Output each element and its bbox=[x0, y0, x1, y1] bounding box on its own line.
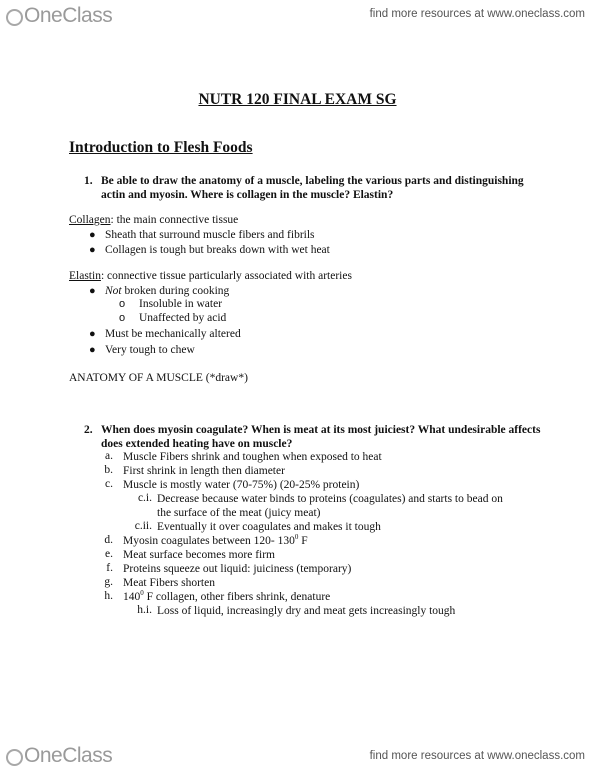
list-item-text: broken during cooking bbox=[121, 285, 230, 297]
logo-text: OneClass bbox=[24, 744, 113, 767]
list-label: e. bbox=[105, 548, 113, 560]
list-label: c.ii. bbox=[134, 520, 152, 532]
list-item: Muscle is mostly water (70-75%) (20-25% protein) bbox=[123, 479, 360, 491]
list-item: Collagen is tough but breaks down with wet heat bbox=[105, 244, 330, 256]
list-item: Must be mechanically altered bbox=[105, 328, 241, 340]
sub-list-item: Insoluble in water bbox=[139, 298, 223, 310]
sub-bullet-icon: o bbox=[119, 298, 126, 310]
logo-o-icon bbox=[6, 9, 23, 26]
list-item-text: 140 bbox=[123, 591, 141, 603]
degree-superscript: 0 bbox=[140, 589, 144, 598]
list-item-text: F bbox=[298, 535, 308, 547]
sub-bullet-icon: o bbox=[119, 312, 126, 324]
list-item: First shrink in length then diameter bbox=[123, 465, 285, 477]
section-heading: Introduction to Flesh Foods bbox=[69, 139, 253, 156]
list-item bbox=[105, 284, 229, 298]
header-resources-link[interactable]: find more resources at www.oneclass.com bbox=[369, 8, 585, 20]
list-label: b. bbox=[104, 464, 113, 476]
collagen-definition bbox=[69, 213, 238, 227]
question-number: 1. bbox=[84, 175, 93, 187]
footer-resources-link[interactable]: find more resources at www.oneclass.com bbox=[369, 750, 585, 762]
logo-o-icon bbox=[6, 749, 23, 766]
question-text: Be able to draw the anatomy of a muscle, labeling the various parts and distinguishing actin and myosin. Where is collagen in the muscle? Elastin? bbox=[101, 175, 524, 201]
list-item bbox=[123, 534, 308, 548]
list-label: a. bbox=[105, 450, 113, 462]
document-title: NUTR 120 FINAL EXAM SG bbox=[198, 91, 397, 108]
list-item: Proteins squeeze out liquid: juiciness (temporary) bbox=[123, 563, 352, 575]
bullet-icon: ● bbox=[89, 328, 96, 340]
question-number: 2. bbox=[84, 424, 93, 436]
list-item: Sheath that surround muscle fibers and fibrils bbox=[105, 229, 315, 241]
list-label: c.i. bbox=[137, 492, 152, 504]
list-label: h.i. bbox=[137, 604, 152, 616]
list-item bbox=[123, 590, 330, 604]
question-text: When does myosin coagulate? When is meat at its most juiciest? What undesirable affects does extended heating have on muscle? bbox=[101, 424, 541, 450]
sub-list-item: Unaffected by acid bbox=[139, 312, 227, 324]
bullet-icon: ● bbox=[89, 344, 96, 356]
list-label: f. bbox=[106, 562, 113, 574]
list-item: Muscle Fibers shrink and toughen when exposed to heat bbox=[123, 451, 382, 463]
list-item: Eventually it over coagulates and makes it tough bbox=[157, 521, 381, 533]
list-label: c. bbox=[105, 478, 113, 490]
list-item: Meat surface becomes more firm bbox=[123, 549, 275, 561]
collagen-term: Collagen bbox=[69, 214, 111, 226]
oneclass-logo[interactable] bbox=[6, 4, 112, 28]
bullet-icon: ● bbox=[89, 244, 96, 256]
collagen-def-text: : the main connective tissue bbox=[110, 214, 239, 226]
list-item: Loss of liquid, increasingly dry and meat gets increasingly tough bbox=[157, 605, 456, 617]
list-label: h. bbox=[104, 590, 113, 602]
degree-superscript: 0 bbox=[294, 533, 299, 542]
bullet-icon: ● bbox=[89, 229, 96, 241]
list-item: Meat Fibers shorten bbox=[123, 577, 215, 589]
elastin-term: Elastin bbox=[69, 270, 101, 282]
list-item: Very tough to chew bbox=[105, 344, 195, 356]
list-label: g. bbox=[104, 576, 113, 588]
list-item: Decrease because water binds to proteins (coagulates) and starts to bead on bbox=[157, 493, 503, 505]
list-item-text: F collagen, other fibers shrink, denature bbox=[143, 591, 331, 603]
elastin-definition bbox=[69, 269, 352, 283]
logo-text: OneClass bbox=[24, 4, 113, 27]
emphasis-text: Not bbox=[105, 285, 122, 297]
bullet-icon: ● bbox=[89, 285, 96, 297]
oneclass-footer-logo[interactable] bbox=[6, 744, 112, 768]
list-item-text: Myosin coagulates between 120- 130 bbox=[123, 535, 295, 547]
list-label: d. bbox=[104, 534, 113, 546]
anatomy-heading: ANATOMY OF A MUSCLE (*draw*) bbox=[69, 372, 248, 384]
elastin-def-text: : connective tissue particularly associated with arteries bbox=[100, 270, 352, 282]
list-item-continued: the surface of the meat (juicy meat) bbox=[157, 507, 321, 519]
